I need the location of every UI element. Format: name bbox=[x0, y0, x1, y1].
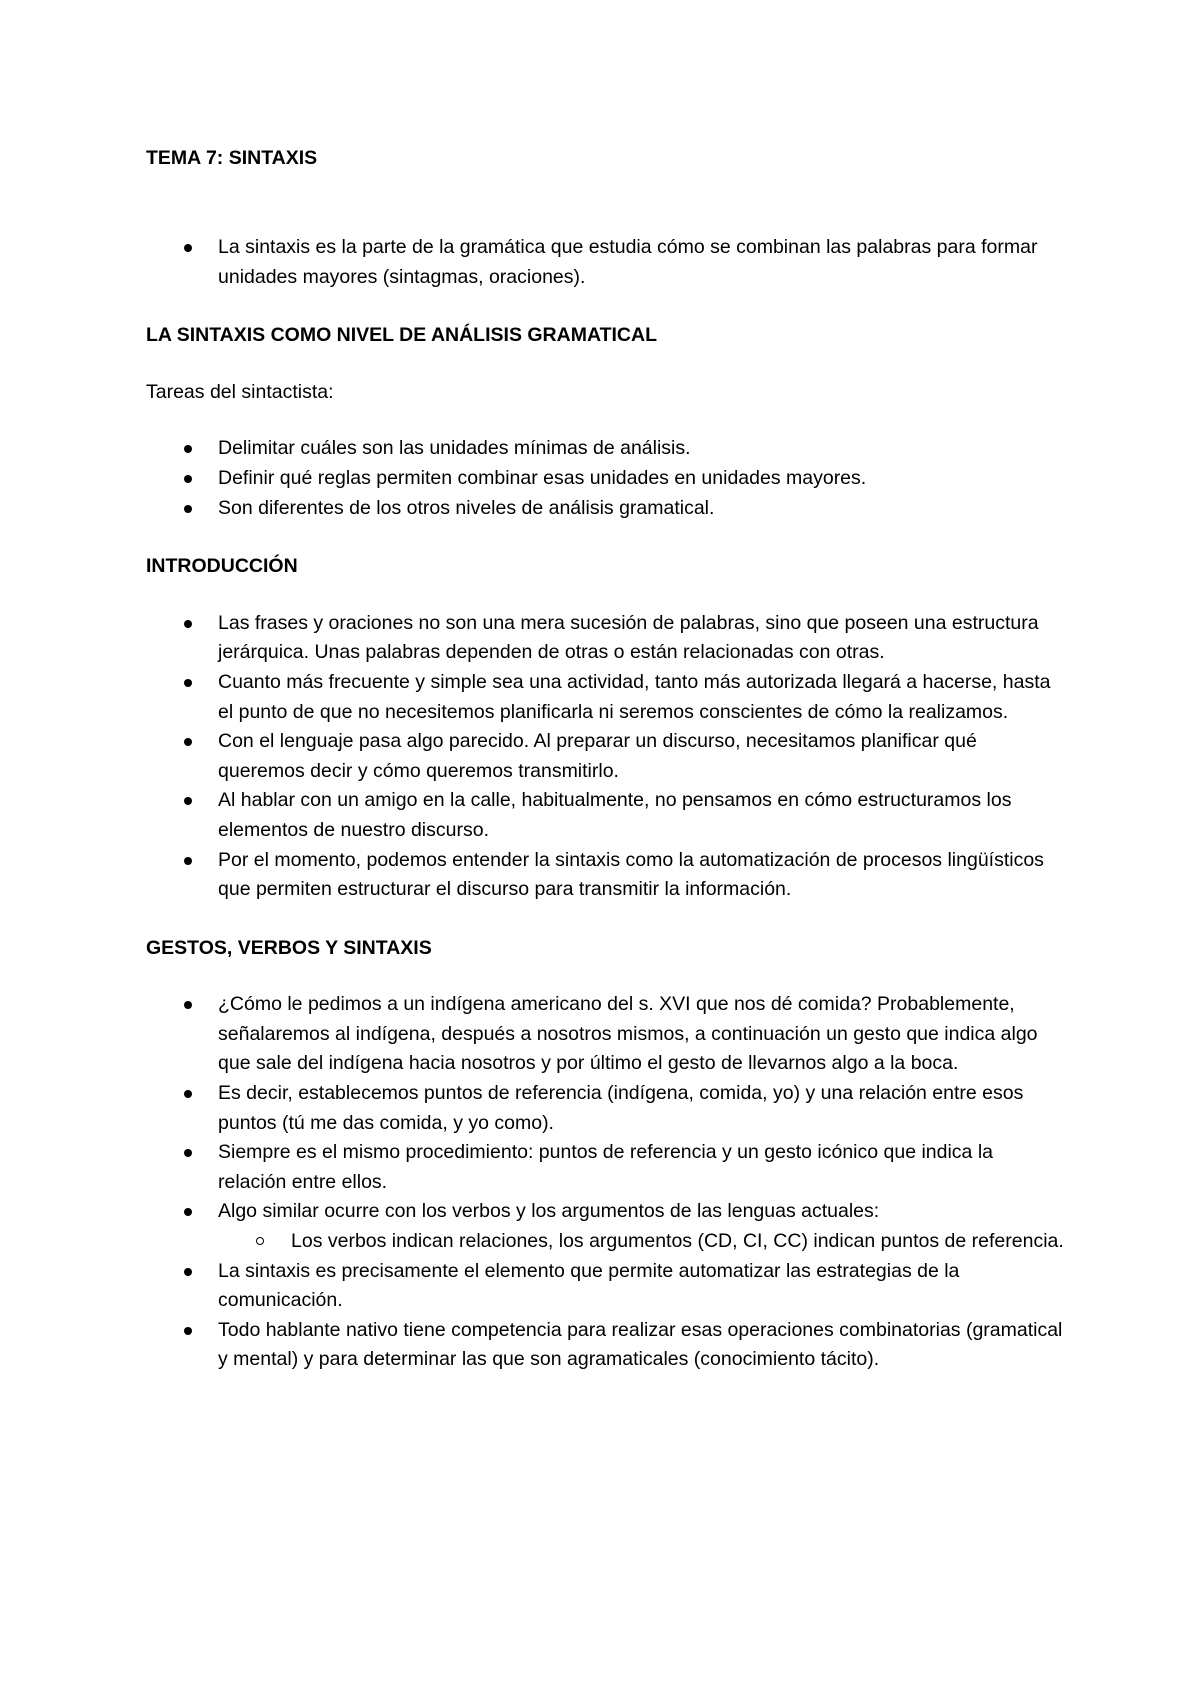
section-bullet-list bbox=[146, 609, 1066, 905]
list-item: Todo hablante nativo tiene competencia para realizar esas operaciones combinatorias (gramatical y mental) y para determinar las que son agramaticales (conocimiento tácito). bbox=[146, 1316, 1066, 1375]
list-item: Es decir, establecemos puntos de referencia (indígena, comida, yo) y una relación entre esos puntos (tú me das comida, y yo como). bbox=[146, 1079, 1066, 1138]
list-item: Definir qué reglas permiten combinar esas unidades en unidades mayores. bbox=[146, 464, 1066, 494]
bullet-icon bbox=[184, 1149, 192, 1157]
list-item: La sintaxis es precisamente el elemento que permite automatizar las estrategias de la comunicación. bbox=[146, 1257, 1066, 1316]
bullet-icon bbox=[184, 857, 192, 865]
list-item: La sintaxis es la parte de la gramática que estudia cómo se combinan las palabras para formar unidades mayores (sintagmas, oraciones). bbox=[146, 233, 1066, 292]
section-bullet-list bbox=[146, 990, 1066, 1375]
document-body bbox=[146, 144, 1066, 1375]
hollow-bullet-icon bbox=[256, 1237, 264, 1245]
list-item: Siempre es el mismo procedimiento: puntos de referencia y un gesto icónico que indica la relación entre ellos. bbox=[146, 1138, 1066, 1197]
section-heading: GESTOS, VERBOS Y SINTAXIS bbox=[146, 936, 432, 959]
sub-bullet-list bbox=[218, 1227, 1066, 1257]
section-heading: LA SINTAXIS COMO NIVEL DE ANÁLISIS GRAMATICAL bbox=[146, 324, 657, 347]
list-item: Delimitar cuáles son las unidades mínimas de análisis. bbox=[146, 434, 1066, 464]
sub-list-item: Los verbos indican relaciones, los argumentos (CD, CI, CC) indican puntos de referencia. bbox=[218, 1227, 1066, 1257]
list-item: Con el lenguaje pasa algo parecido. Al preparar un discurso, necesitamos planificar qué queremos decir y cómo queremos transmitirlo. bbox=[146, 727, 1066, 786]
list-item: ¿Cómo le pedimos a un indígena americano del s. XVI que nos dé comida? Probablemente, señalaremos al indígena, después a nosotros mismos, a continuación un gesto que indica algo que sale del indígena hacia nosotros y por último el gesto de llevarnos algo a la boca. bbox=[146, 990, 1066, 1079]
list-item: Por el momento, podemos entender la sintaxis como la automatización de procesos lingüísticos que permiten estructurar el discurso para transmitir la información. bbox=[146, 846, 1066, 905]
bullet-icon bbox=[184, 475, 192, 483]
bullet-icon bbox=[184, 738, 192, 746]
bullet-icon bbox=[184, 1268, 192, 1276]
list-item: Algo similar ocurre con los verbos y los argumentos de las lenguas actuales: Los verbos indican relaciones, los argumentos (CD, CI, CC) indican puntos de referencia. bbox=[146, 1197, 1066, 1256]
bullet-icon bbox=[184, 445, 192, 453]
bullet-icon bbox=[184, 1208, 192, 1216]
bullet-icon bbox=[184, 679, 192, 687]
bullet-icon bbox=[184, 1327, 192, 1335]
bullet-icon bbox=[184, 620, 192, 628]
bullet-icon bbox=[184, 797, 192, 805]
list-item: Las frases y oraciones no son una mera sucesión de palabras, sino que poseen una estructura jerárquica. Unas palabras dependen de otras o están relacionadas con otras. bbox=[146, 609, 1066, 668]
bullet-icon bbox=[184, 244, 192, 252]
bullet-icon bbox=[184, 505, 192, 513]
list-item: Cuanto más frecuente y simple sea una actividad, tanto más autorizada llegará a hacerse, hasta el punto de que no necesitemos planificarla ni seremos conscientes de cómo la realizamos. bbox=[146, 668, 1066, 727]
list-item: Son diferentes de los otros niveles de análisis gramatical. bbox=[146, 494, 1066, 524]
bullet-icon bbox=[184, 1001, 192, 1009]
section-bullet-list bbox=[146, 434, 1066, 523]
bullet-icon bbox=[184, 1090, 192, 1098]
intro-bullet-list bbox=[146, 233, 1066, 292]
section-heading: INTRODUCCIÓN bbox=[146, 555, 298, 578]
section-paragraph: Tareas del sintactista: bbox=[146, 380, 334, 403]
list-item: Al hablar con un amigo en la calle, habitualmente, no pensamos en cómo estructuramos los elementos de nuestro discurso. bbox=[146, 786, 1066, 845]
document-title: TEMA 7: SINTAXIS bbox=[146, 147, 318, 169]
